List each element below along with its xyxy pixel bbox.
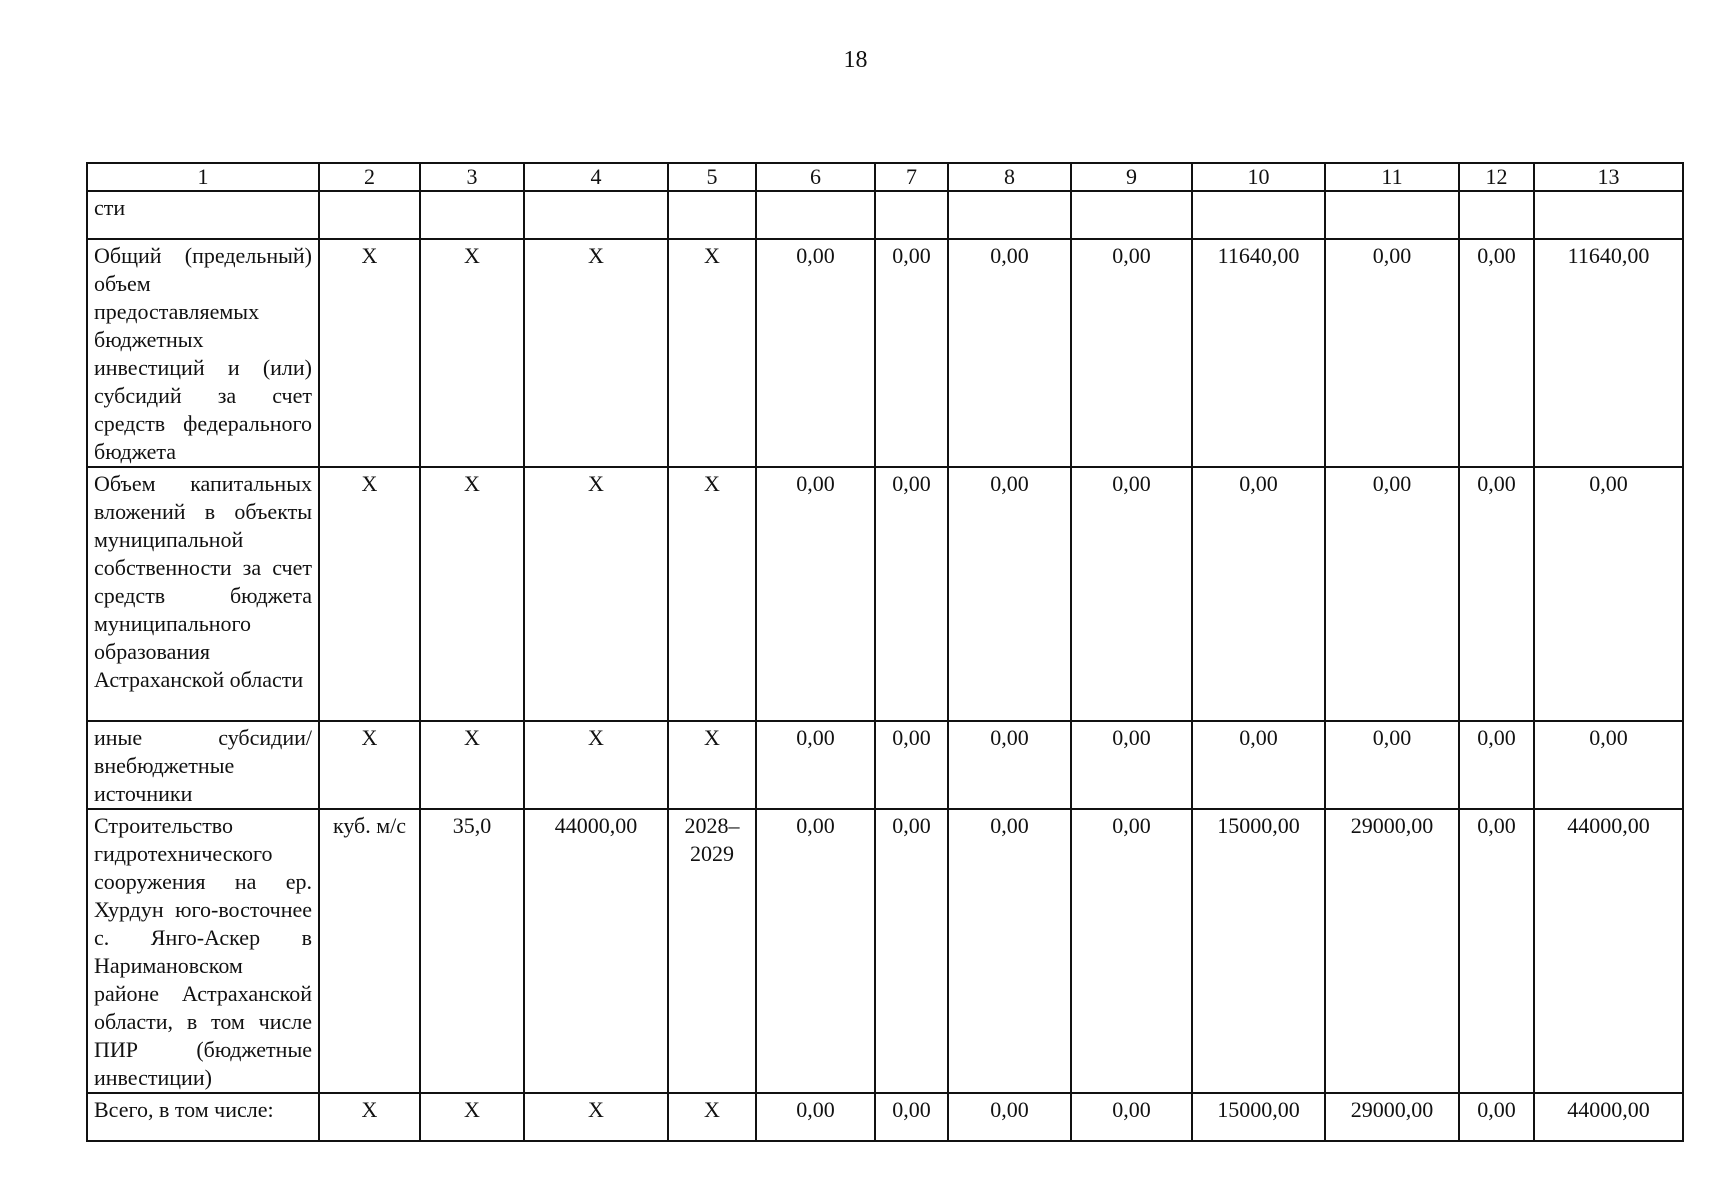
table-cell: 0,00 bbox=[1192, 721, 1325, 809]
table-cell: куб. м/с bbox=[319, 809, 420, 1093]
table-cell bbox=[756, 191, 875, 239]
table-cell: 29000,00 bbox=[1325, 809, 1459, 1093]
row-description: Строительство гидротехнического сооружения на ер. Хурдун юго-восточнее с. Янго-Аскер в Наримановском районе Астраханской области, в том числе ПИР (бюджетные инвестиции) bbox=[87, 809, 319, 1093]
table-cell: 35,0 bbox=[420, 809, 524, 1093]
table-row-municipal bbox=[87, 467, 1683, 721]
table-row-other-sources bbox=[87, 721, 1683, 809]
table-cell: 0,00 bbox=[756, 1093, 875, 1141]
table-cell: 15000,00 bbox=[1192, 1093, 1325, 1141]
row-description: сти bbox=[87, 191, 319, 239]
table-cell: 0,00 bbox=[875, 721, 948, 809]
table-cell: 0,00 bbox=[1325, 721, 1459, 809]
column-number: 5 bbox=[668, 163, 756, 191]
table-cell: Х bbox=[319, 1093, 420, 1141]
table-cell bbox=[524, 191, 668, 239]
table-cell bbox=[1459, 191, 1534, 239]
table-cell: Х bbox=[524, 467, 668, 721]
table-cell: 0,00 bbox=[1459, 239, 1534, 467]
table-cell: 0,00 bbox=[1534, 467, 1683, 721]
table-cell: 0,00 bbox=[1071, 467, 1192, 721]
table-cell: Х bbox=[420, 467, 524, 721]
page-number: 18 bbox=[843, 47, 868, 73]
table-cell: 11640,00 bbox=[1534, 239, 1683, 467]
column-number: 4 bbox=[524, 163, 668, 191]
table-cell bbox=[875, 191, 948, 239]
table-cell bbox=[1192, 191, 1325, 239]
table-cell: 29000,00 bbox=[1325, 1093, 1459, 1141]
table-row-total bbox=[87, 1093, 1683, 1141]
table-cell: 0,00 bbox=[875, 809, 948, 1093]
table-cell bbox=[1325, 191, 1459, 239]
table-cell: 44000,00 bbox=[524, 809, 668, 1093]
column-number: 13 bbox=[1534, 163, 1683, 191]
table-cell: 44000,00 bbox=[1534, 809, 1683, 1093]
column-number: 8 bbox=[948, 163, 1071, 191]
table-cell: 0,00 bbox=[948, 467, 1071, 721]
table-row-federal bbox=[87, 239, 1683, 467]
table-cell: 0,00 bbox=[756, 721, 875, 809]
column-number: 11 bbox=[1325, 163, 1459, 191]
table-cell: Х bbox=[420, 239, 524, 467]
table-cell: 0,00 bbox=[948, 809, 1071, 1093]
table-cell: 0,00 bbox=[1071, 809, 1192, 1093]
table-cell: 0,00 bbox=[1534, 721, 1683, 809]
row-description: Всего, в том числе: bbox=[87, 1093, 319, 1141]
column-number: 12 bbox=[1459, 163, 1534, 191]
table-cell bbox=[319, 191, 420, 239]
table-cell: 15000,00 bbox=[1192, 809, 1325, 1093]
table-cell bbox=[668, 191, 756, 239]
row-description: Общий (предельный) объем предоставляемых бюджетных инвестиций и (или) субсидий за счет средств федерального бюджета bbox=[87, 239, 319, 467]
table-cell: 0,00 bbox=[1071, 1093, 1192, 1141]
table-header-row bbox=[87, 163, 1683, 191]
table-cell bbox=[948, 191, 1071, 239]
table-cell: Х bbox=[420, 1093, 524, 1141]
table-cell: Х bbox=[319, 239, 420, 467]
table-cell: Х bbox=[668, 239, 756, 467]
table-cell: 2028–2029 bbox=[668, 809, 756, 1093]
column-number: 9 bbox=[1071, 163, 1192, 191]
column-number: 1 bbox=[87, 163, 319, 191]
table-cell: 0,00 bbox=[1459, 467, 1534, 721]
column-number: 6 bbox=[756, 163, 875, 191]
table-cell: 11640,00 bbox=[1192, 239, 1325, 467]
table-cell: 0,00 bbox=[1459, 809, 1534, 1093]
table-cell: 0,00 bbox=[875, 467, 948, 721]
table-cell: 0,00 bbox=[1459, 1093, 1534, 1141]
table-cell: Х bbox=[524, 721, 668, 809]
table-cell: 0,00 bbox=[1459, 721, 1534, 809]
table-cell: 0,00 bbox=[1071, 721, 1192, 809]
table-cell: Х bbox=[319, 467, 420, 721]
column-number: 2 bbox=[319, 163, 420, 191]
table-cell: Х bbox=[524, 1093, 668, 1141]
table-cell: 0,00 bbox=[756, 239, 875, 467]
table-row-construction bbox=[87, 809, 1683, 1093]
column-number: 3 bbox=[420, 163, 524, 191]
table-cell: 0,00 bbox=[948, 1093, 1071, 1141]
table-cell: Х bbox=[668, 467, 756, 721]
table-row-continuation bbox=[87, 191, 1683, 239]
table-cell bbox=[420, 191, 524, 239]
table-cell: 0,00 bbox=[756, 467, 875, 721]
table-cell: 0,00 bbox=[875, 239, 948, 467]
table-cell: Х bbox=[420, 721, 524, 809]
table-cell: 0,00 bbox=[948, 721, 1071, 809]
row-description: иные субсидии/ внебюджетные источники bbox=[87, 721, 319, 809]
table-cell: Х bbox=[319, 721, 420, 809]
table-cell: 0,00 bbox=[756, 809, 875, 1093]
table-cell: Х bbox=[668, 721, 756, 809]
table-cell: Х bbox=[668, 1093, 756, 1141]
table-cell: 0,00 bbox=[1071, 239, 1192, 467]
table-cell: 0,00 bbox=[1325, 239, 1459, 467]
column-number: 7 bbox=[875, 163, 948, 191]
table-cell: 0,00 bbox=[1325, 467, 1459, 721]
table-cell: 0,00 bbox=[875, 1093, 948, 1141]
table-cell: 0,00 bbox=[1192, 467, 1325, 721]
table-cell: 44000,00 bbox=[1534, 1093, 1683, 1141]
column-number: 10 bbox=[1192, 163, 1325, 191]
table-cell bbox=[1071, 191, 1192, 239]
budget-table bbox=[86, 162, 1684, 1142]
row-description: Объем капитальных вложений в объекты муниципальной собственности за счет средств бюджета муниципального образования Астраханской области bbox=[87, 467, 319, 721]
table-cell bbox=[1534, 191, 1683, 239]
table-cell: 0,00 bbox=[948, 239, 1071, 467]
table-cell: Х bbox=[524, 239, 668, 467]
